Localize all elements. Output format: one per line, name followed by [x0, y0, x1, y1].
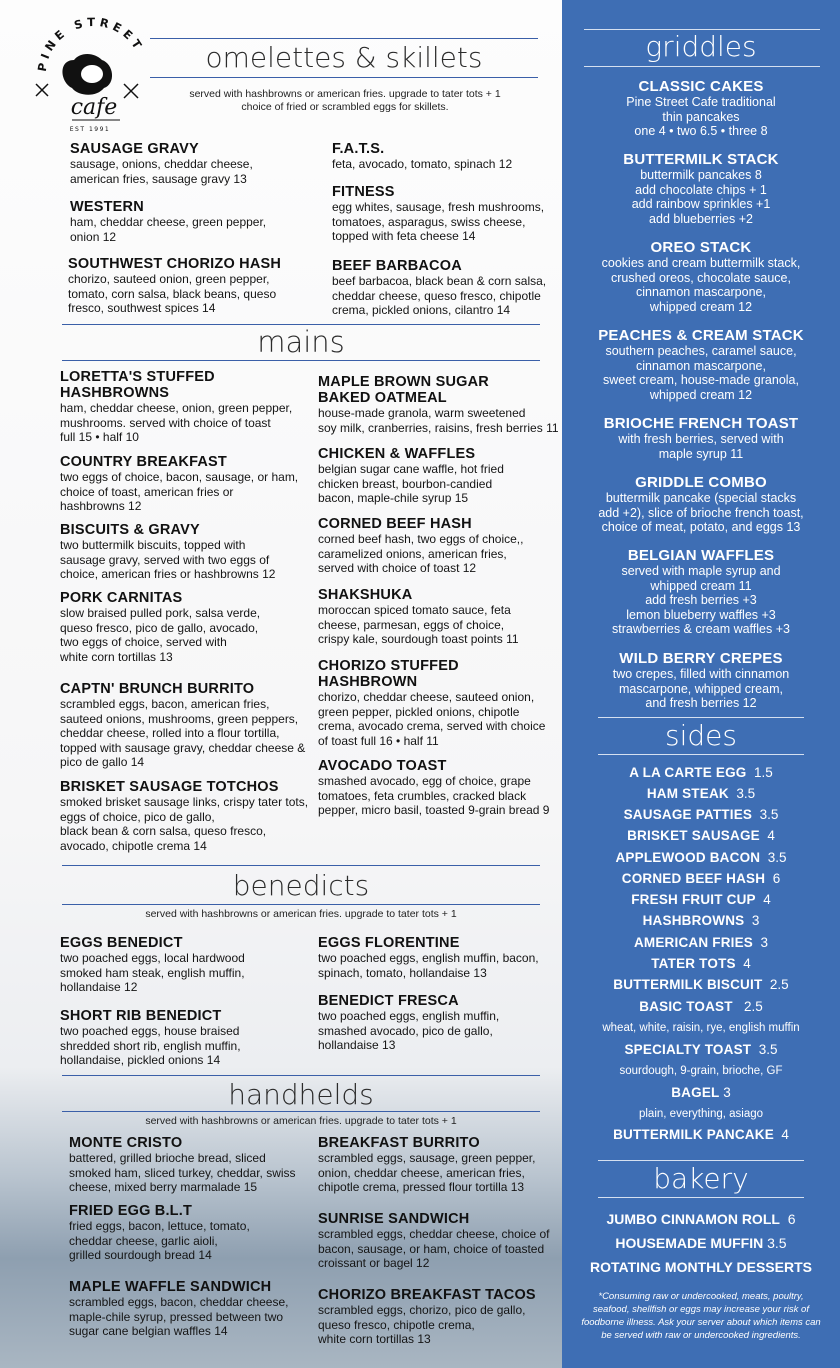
- divider: [150, 77, 538, 78]
- menu-item-oreo-stack: OREO STACK cookies and cream buttermilk stack, crushed oreos, chocolate sauce, cinnamon mascarpone, whipped cream 12: [601, 239, 801, 314]
- menu-item-wild-berry-crepes: WILD BERRY CREPES two crepes, filled with cinnamon mascarpone, whipped cream, and fresh berries 12: [612, 650, 790, 710]
- side-item: FRESH FRUIT CUP 4: [631, 892, 771, 907]
- handhelds-subtitle: served with hashbrowns or american fries. upgrade to tater tots + 1: [145, 1115, 457, 1127]
- menu-item-brioche-french-toast: BRIOCHE FRENCH TOAST with fresh berries, served with maple syrup 11: [603, 415, 799, 461]
- logo-script-text: cafe: [70, 95, 118, 120]
- menu-item-lorettas-stuffed-hashbrowns: LORETTA'S STUFFED HASHBROWNS ham, cheddar cheese, onion, green pepper, mushrooms. served with choice of toast full 15 • half 10: [60, 369, 293, 444]
- divider: [62, 1111, 540, 1112]
- menu-item-pork-carnitas: PORK CARNITAS slow braised pulled pork, salsa verde, queso fresco, pico de gallo, avocado, two eggs of choice, served with white corn tortillas 13: [60, 590, 261, 664]
- menu-item-buttermilk-stack: BUTTERMILK STACK buttermilk pancakes 8 add chocolate chips + 1 add rainbow sprinkles +1 add blueberries +2: [623, 151, 779, 226]
- menu-item-benedict-fresca: BENEDICT FRESCA two poached eggs, english muffin, smashed avocado, pico de gallo, hollandaise 13: [318, 993, 500, 1052]
- menu-item-sunrise-sandwich: SUNRISE SANDWICH scrambled eggs, cheddar cheese, choice of bacon, sausage, or ham, choice of toasted croissant or bagel 12: [318, 1211, 550, 1270]
- menu-item-eggs-benedict: EGGS BENEDICT two poached eggs, local hardwood smoked ham steak, english muffin, hollandaise 12: [60, 935, 245, 994]
- griddles-heading: griddles: [645, 30, 757, 63]
- menu-item-shakshuka: SHAKSHUKA moroccan spiced tomato sauce, feta cheese, parmesan, eggs of choice, crispy kale, sourdough toast points 11: [318, 587, 519, 646]
- side-item: CORNED BEEF HASH 6: [621, 871, 781, 886]
- side-item: TATER TOTS 4: [651, 956, 751, 971]
- menu-item-brisket-sausage-totchos: BRISKET SAUSAGE TOTCHOS smoked brisket sausage links, crispy tater tots, eggs of choice, pico de gallo, black bean & corn salsa, queso fresco, avocado, chipotle crema 14: [60, 779, 309, 853]
- divider: [598, 1197, 804, 1198]
- menu-item-belgian-waffles: BELGIAN WAFFLES served with maple syrup and whipped cream 11 add fresh berries +3 lemon blueberry waffles +3 strawberries & cream waffles +3: [612, 547, 790, 636]
- menu-item-classic-cakes: CLASSIC CAKES Pine Street Cafe traditional thin pancakes one 4 • two 6.5 • three 8: [626, 78, 776, 138]
- menu-item-captn-brunch-burrito: CAPTN' BRUNCH BURRITO scrambled eggs, bacon, american fries, sauteed onions, mushrooms, green peppers, cheddar cheese, rolled into a flour tortilla, topped with sausage gravy, cheddar cheese & pico de gallo 14: [60, 681, 306, 769]
- divider: [584, 66, 820, 67]
- menu-item-maple-brown-sugar-oatmeal: MAPLE BROWN SUGAR BAKED OATMEAL house-made granola, warm sweetened soy milk, cranberries, raisins, fresh berries 11: [318, 374, 559, 435]
- menu-item-chicken-and-waffles: CHICKEN & WAFFLES belgian sugar cane waffle, hot fried chicken breast, bourbon-candied bacon, maple-chile syrup 15: [318, 446, 504, 505]
- side-item: BASIC TOAST 2.5: [639, 999, 763, 1014]
- side-item-note: sourdough, 9-grain, brioche, GF: [619, 1065, 783, 1077]
- menu-item-corned-beef-hash: CORNED BEEF HASH corned beef hash, two eggs of choice,, caramelized onions, american fries, served with choice of toast 12: [318, 516, 524, 575]
- logo-top-text: PINE STREET: [34, 16, 147, 73]
- menu-item-chorizo-stuffed-hashbrown: CHORIZO STUFFED HASHBROWN chorizo, cheddar cheese, sauteed onion, green pepper, pickled onions, chipotle crema, avocado crema, served with choice of toast full 16 • half 11: [318, 658, 546, 748]
- right-panel: [562, 0, 840, 1368]
- menu-item-peaches-and-cream-stack: PEACHES & CREAM STACK southern peaches, caramel sauce, cinnamon mascarpone, sweet cream, house-made granola, whipped cream 12: [598, 327, 804, 402]
- logo-est-text: EST 1991: [69, 126, 111, 133]
- side-item: SPECIALTY TOAST 3.5: [624, 1042, 778, 1057]
- bakery-item: JUMBO CINNAMON ROLL 6: [606, 1211, 796, 1227]
- side-item: HASHBROWNS 3: [642, 913, 760, 928]
- divider: [62, 865, 540, 866]
- menu-item-beef-barbacoa: BEEF BARBACOA beef barbacoa, black bean & corn salsa, cheddar cheese, queso fresco, chipotle crema, pickled onions, cilantro 14: [332, 258, 547, 317]
- side-item: BAGEL 3: [671, 1085, 731, 1100]
- divider: [150, 38, 538, 39]
- menu-item-griddle-combo: GRIDDLE COMBO buttermilk pancake (special stacks add +2), slice of brioche french toast, choice of meat, potato, and eggs 13: [598, 474, 804, 534]
- side-item: BUTTERMILK BISCUIT 2.5: [613, 977, 789, 992]
- menu-item-southwest-chorizo-hash: SOUTHWEST CHORIZO HASH chorizo, sauteed onion, green pepper, tomato, corn salsa, black beans, queso fresco, southwest spices 14: [68, 256, 282, 315]
- menu-item-western: WESTERN ham, cheddar cheese, green pepper, onion 12: [70, 199, 267, 244]
- divider: [598, 1160, 804, 1161]
- side-item: AMERICAN FRIES 3: [633, 935, 769, 950]
- divider: [62, 360, 540, 361]
- menu-item-avocado-toast: AVOCADO TOAST smashed avocado, egg of choice, grape tomatoes, feta crumbles, cracked black pepper, micro basil, toasted 9-grain bread 9: [318, 758, 550, 817]
- side-item: APPLEWOOD BACON 3.5: [615, 850, 787, 865]
- bakery-heading: bakery: [653, 1162, 749, 1195]
- handhelds-heading: handhelds: [228, 1078, 374, 1111]
- menu-item-breakfast-burrito: BREAKFAST BURRITO scrambled eggs, sausage, green pepper, onion, cheddar cheese, american fries, chipotle crema, pressed flour tortilla 13: [318, 1135, 536, 1194]
- menu-item-country-breakfast: COUNTRY BREAKFAST two eggs of choice, bacon, sausage, or ham, choice of toast, american fries or hashbrowns 12: [60, 454, 299, 513]
- side-item-note: plain, everything, asiago: [638, 1108, 764, 1120]
- menu-item-biscuits-and-gravy: BISCUITS & GRAVY two buttermilk biscuits, topped with sausage gravy, served with two eggs of choice, american fries or hashbrowns 12: [60, 522, 276, 581]
- menu-item-short-rib-benedict: SHORT RIB BENEDICT two poached eggs, house braised shredded short rib, english muffin, hollandaise, pickled onions 14: [60, 1008, 241, 1067]
- menu-item-monte-cristo: MONTE CRISTO battered, grilled brioche bread, sliced smoked ham, sliced turkey, cheddar, swiss cheese, mixed berry marmalade 15: [69, 1135, 296, 1194]
- divider: [62, 904, 540, 905]
- side-item: HAM STEAK 3.5: [646, 786, 756, 801]
- menu-item-fitness: FITNESS egg whites, sausage, fresh mushrooms, tomatoes, asparagus, swiss cheese, topped with feta cheese 14: [332, 184, 545, 243]
- pine-street-cafe-logo: [28, 16, 158, 134]
- bakery-item: HOUSEMADE MUFFIN 3.5: [615, 1235, 787, 1251]
- menu-item-fats: F.A.T.S. feta, avocado, tomato, spinach 12: [332, 141, 513, 171]
- menu-item-fried-egg-blt: FRIED EGG B.L.T fried eggs, bacon, lettuce, tomato, cheddar cheese, garlic aioli, grilled sourdough bread 14: [69, 1203, 250, 1262]
- omelettes-heading: omelettes & skillets: [205, 41, 483, 74]
- mains-heading: mains: [257, 325, 345, 359]
- menu-item-sausage-gravy: SAUSAGE GRAVY sausage, onions, cheddar cheese, american fries, sausage gravy 13: [70, 141, 253, 186]
- menu-item-chorizo-breakfast-tacos: CHORIZO BREAKFAST TACOS scrambled eggs, chorizo, pico de gallo, queso fresco, chipotle crema, white corn tortillas 13: [318, 1287, 536, 1346]
- bakery-item: ROTATING MONTHLY DESSERTS: [590, 1259, 812, 1275]
- side-item: SAUSAGE PATTIES 3.5: [623, 807, 779, 822]
- omelettes-subtitle: served with hashbrowns or american fries. upgrade to tater tots + 1 choice of fried or scrambled eggs for skillets.: [189, 88, 501, 113]
- menu-item-eggs-florentine: EGGS FLORENTINE two poached eggs, english muffin, bacon, spinach, tomato, hollandaise 13: [318, 935, 539, 980]
- divider: [62, 1075, 540, 1076]
- side-item: BRISKET SAUSAGE 4: [627, 828, 775, 843]
- benedicts-subtitle: served with hashbrowns or american fries. upgrade to tater tots + 1: [145, 908, 457, 920]
- benedicts-heading: benedicts: [232, 869, 370, 902]
- side-item: A LA CARTE EGG 1.5: [629, 765, 773, 780]
- food-safety-disclaimer: *Consuming raw or undercooked, meats, poultry, seafood, shellfish or eggs may increase your risk of foodborne illness. Ask your server about which items can be served with raw or undercooked ingredients.: [581, 1291, 821, 1341]
- side-item: BUTTERMILK PANCAKE 4: [613, 1127, 789, 1142]
- sides-heading: sides: [665, 719, 737, 752]
- divider: [598, 754, 804, 755]
- divider: [598, 717, 804, 718]
- side-item-note: wheat, white, raisin, rye, english muffin: [602, 1022, 800, 1034]
- menu-item-maple-waffle-sandwich: MAPLE WAFFLE SANDWICH scrambled eggs, bacon, cheddar cheese, maple-chile syrup, pressed between two sugar cane belgian waffles 14: [69, 1279, 289, 1338]
